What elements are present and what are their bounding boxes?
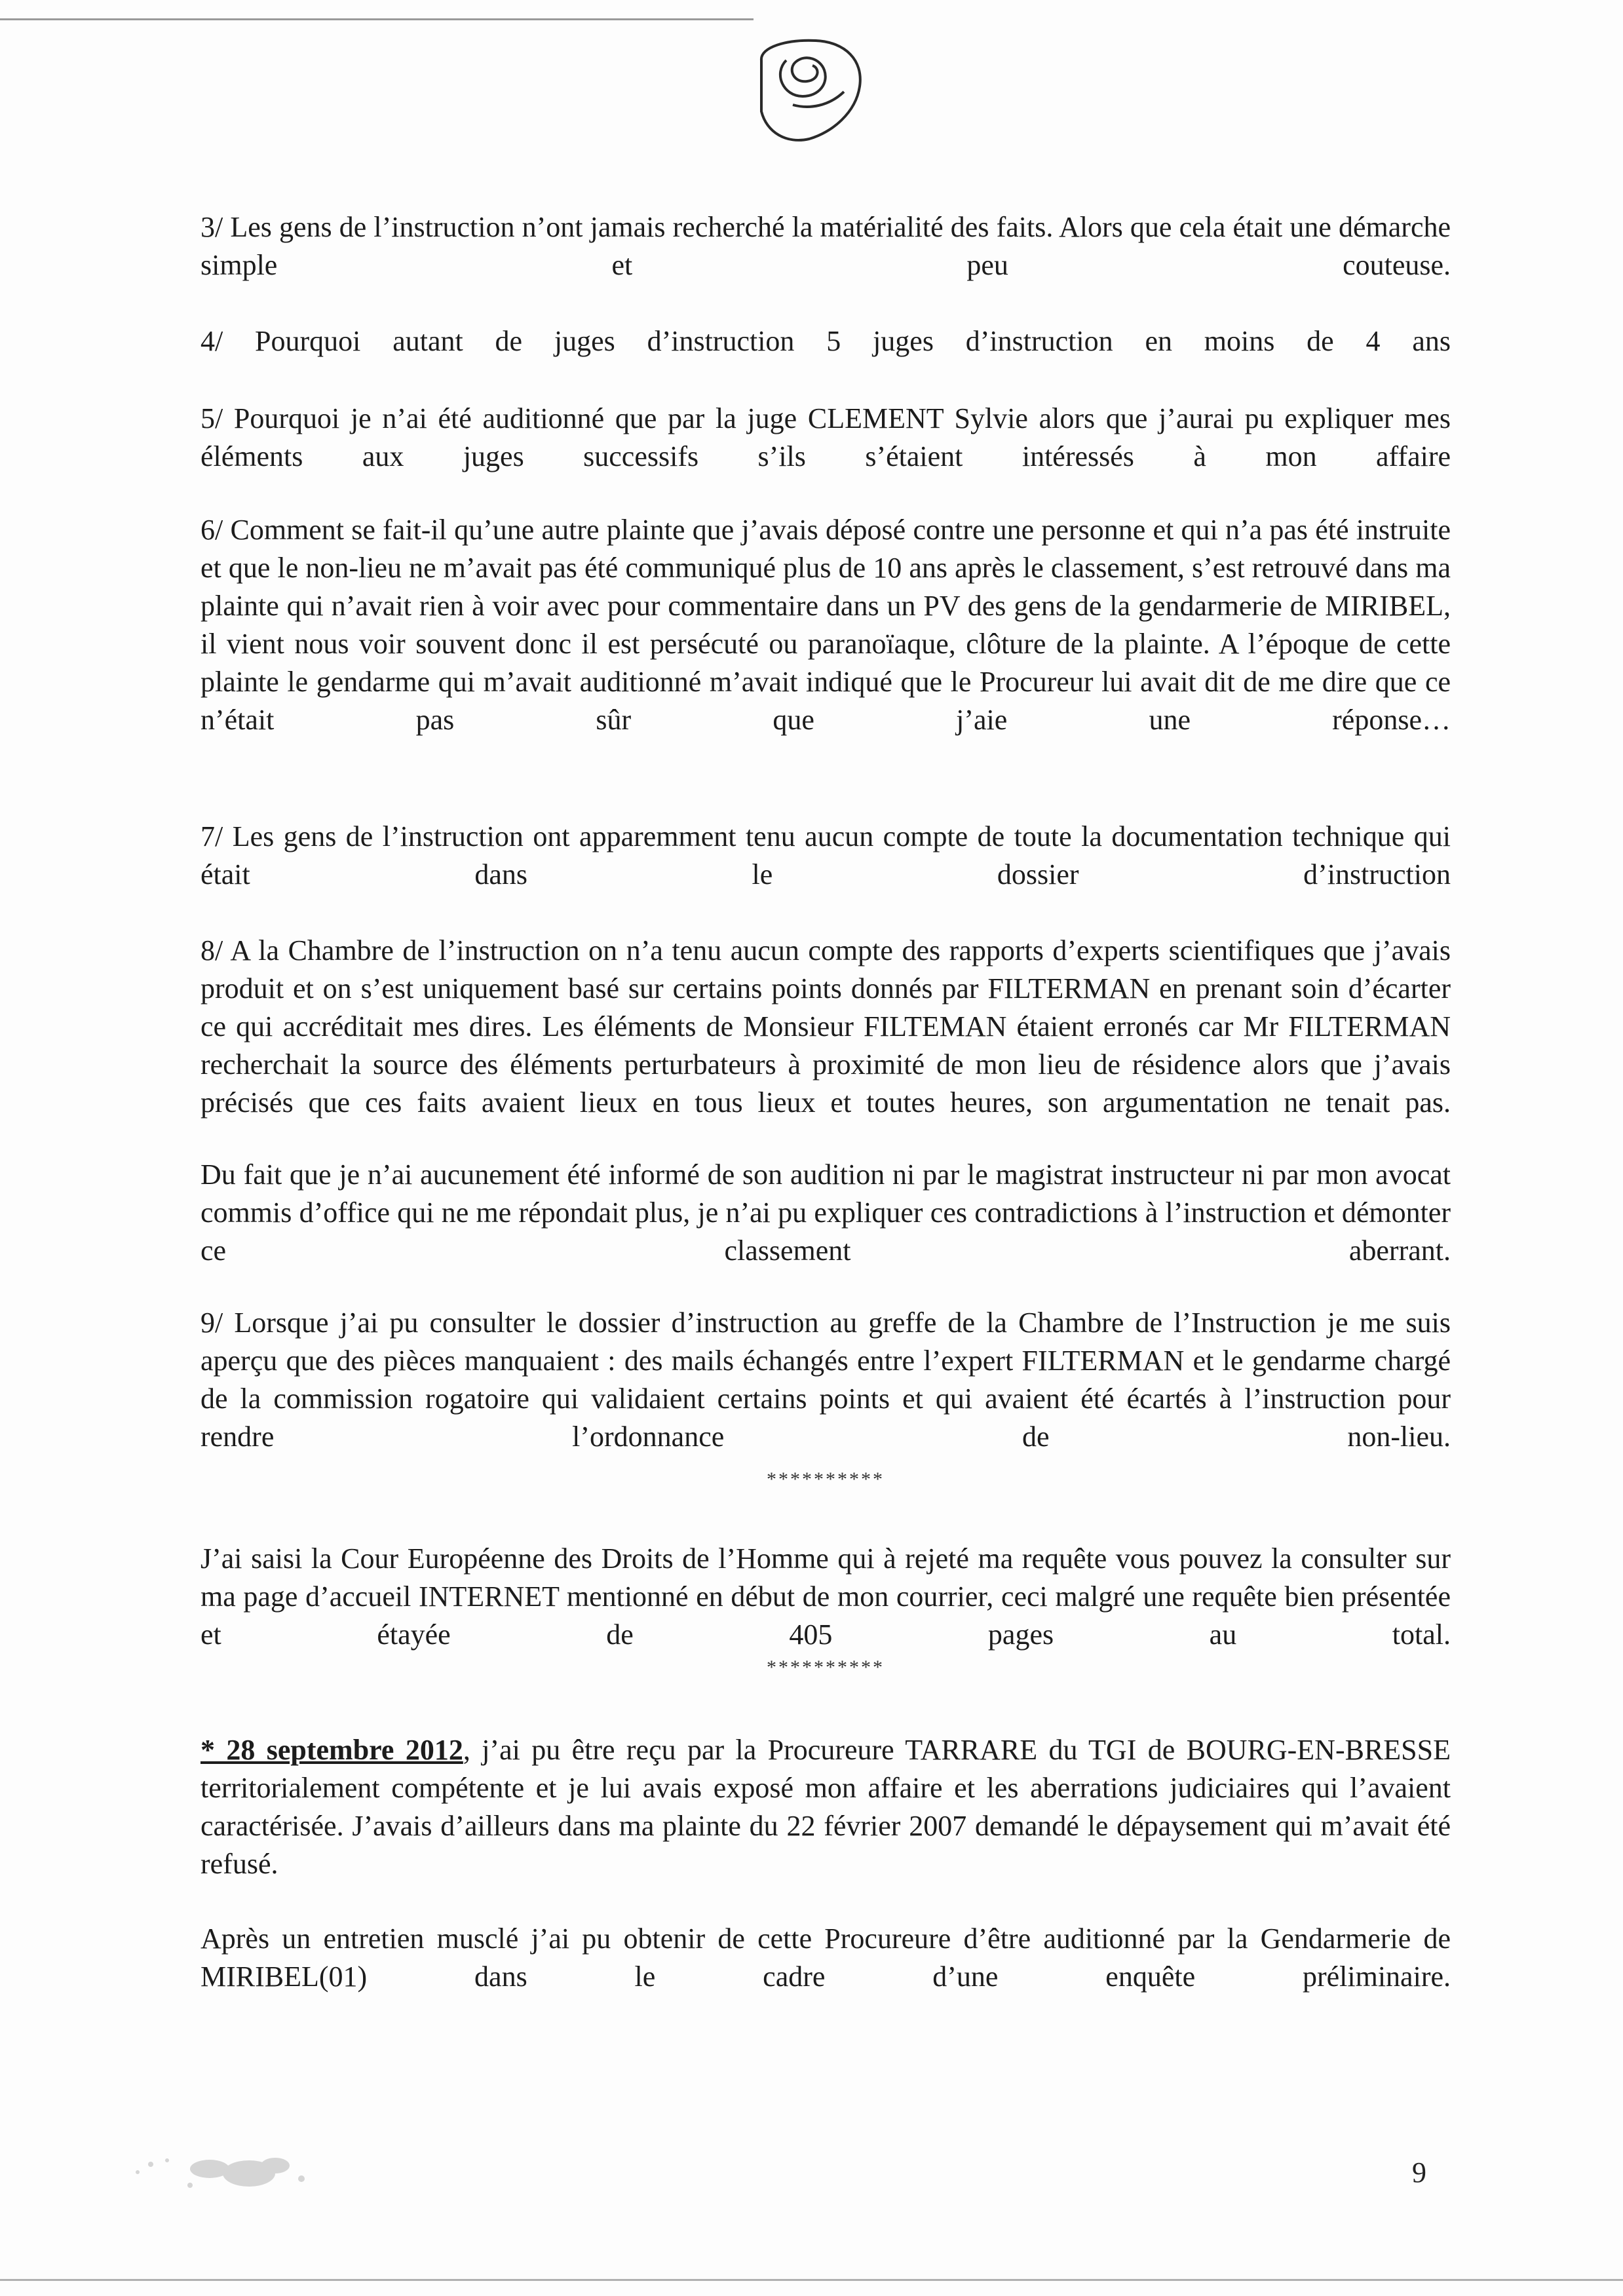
point-8-continued: Du fait que je n’ai aucunement été informé de son audition ni par le magistrat instructeur ni par mon avocat commis d’office qui ne me répondait plus, je n’ai pu expliquer ces contradictions à l’instruction et démonter ce classement aberrant. <box>200 1158 1451 1267</box>
cedh-paragraph: J’ai saisi la Cour Européenne des Droits de l’Homme qui à rejeté ma requête vous pouvez la consulter sur ma page d’accueil INTERNET mentionné en début de mon courrier, ceci malgré une requête bien présentée et étayée de 405 pages au total. <box>200 1542 1451 1651</box>
point-7: 7/ Les gens de l’instruction ont apparemment tenu aucun compte de toute la documentation technique qui était dans le dossier d’instruction <box>200 820 1451 890</box>
page-number: 9 <box>1412 2156 1426 2189</box>
scan-bottom-edge <box>0 2279 1623 2281</box>
date-paragraph <box>200 1731 1451 1921</box>
section-separator: ********** <box>767 1656 885 1678</box>
point-5: 5/ Pourquoi je n’ai été auditionné que par la juge CLEMENT Sylvie alors que j’aurai pu expliquer mes éléments aux juges successifs s’ils s’étaient intéressés à mon affaire <box>200 402 1451 472</box>
date-heading: * 28 septembre 2012 <box>200 1734 463 1766</box>
point-8: 8/ A la Chambre de l’instruction on n’a tenu aucun compte des rapports d’experts scientifiques que j’avais produit et on s’est uniquement basé sur certains points donnés par FILTERMAN en prenant soin d’écarter ce qui accréditait mes dires. Les éléments de Monsieur FILTEMAN étaient erronés car Mr FILTERMAN recherchait la source des éléments perturbateurs à proximité de mon lieu de résidence alors que j’avais précisés que ces faits avaient lieux en tous lieux et toutes heures, son argumentation ne tenait pas. <box>200 934 1451 1119</box>
date-paragraph-text: , j’ai pu être reçu par la Procureure TARRARE du TGI de BOURG-EN-BRESSE territorialement compétente et je lui avais exposé mon affaire et les aberrations judiciaires qui l’avaient caractérisée. J’avais d’ailleurs dans ma plainte du 22 février 2007 demandé le dépaysement qui m’avait été refusé. <box>200 1734 1451 1880</box>
point-9: 9/ Lorsque j’ai pu consulter le dossier d’instruction au greffe de la Chambre de l’Instruction je me suis aperçu que des pièces manquaient : des mails échangés entre l’expert FILTERMAN et le gendarme chargé de la commission rogatoire qui validaient certains points et qui avaient été écartés à l’instruction pour rendre l’ordonnance de non-lieu. <box>200 1307 1451 1453</box>
scan-smudge <box>111 2133 360 2205</box>
point-3: 3/ Les gens de l’instruction n’ont jamais recherché la matérialité des faits. Alors que cela était une démarche simple et peu couteuse. <box>200 211 1451 281</box>
point-4: 4/ Pourquoi autant de juges d’instruction 5 juges d’instruction en moins de 4 ans <box>200 325 1451 357</box>
final-paragraph: Après un entretien musclé j’ai pu obtenir de cette Procureure d’être auditionné par la Gendarmerie de MIRIBEL(01) dans le cadre d’une enquête préliminaire. <box>200 1923 1451 1993</box>
scan-top-edge <box>0 18 754 20</box>
section-separator: ********** <box>767 1468 885 1490</box>
handwritten-page-stamp <box>747 34 871 149</box>
point-6: 6/ Comment se fait-il qu’une autre plainte que j’avais déposé contre une personne et qui n’a pas été instruite et que le non-lieu ne m’avait pas été communiqué plus de 10 ans après le classement, s’est retrouvé dans ma plainte qui n’avait rien à voir avec pour commentaire dans un PV des gens de la gendarmerie de MIRIBEL, il vient nous voir souvent donc il est persécuté ou paranoïaque, clôture de la plainte. A l’époque de cette plainte le gendarme qui m’avait auditionné m’avait indiqué que le Procureur lui avait dit de me dire que ce n’était pas sûr que j’aie une réponse… <box>200 514 1451 736</box>
